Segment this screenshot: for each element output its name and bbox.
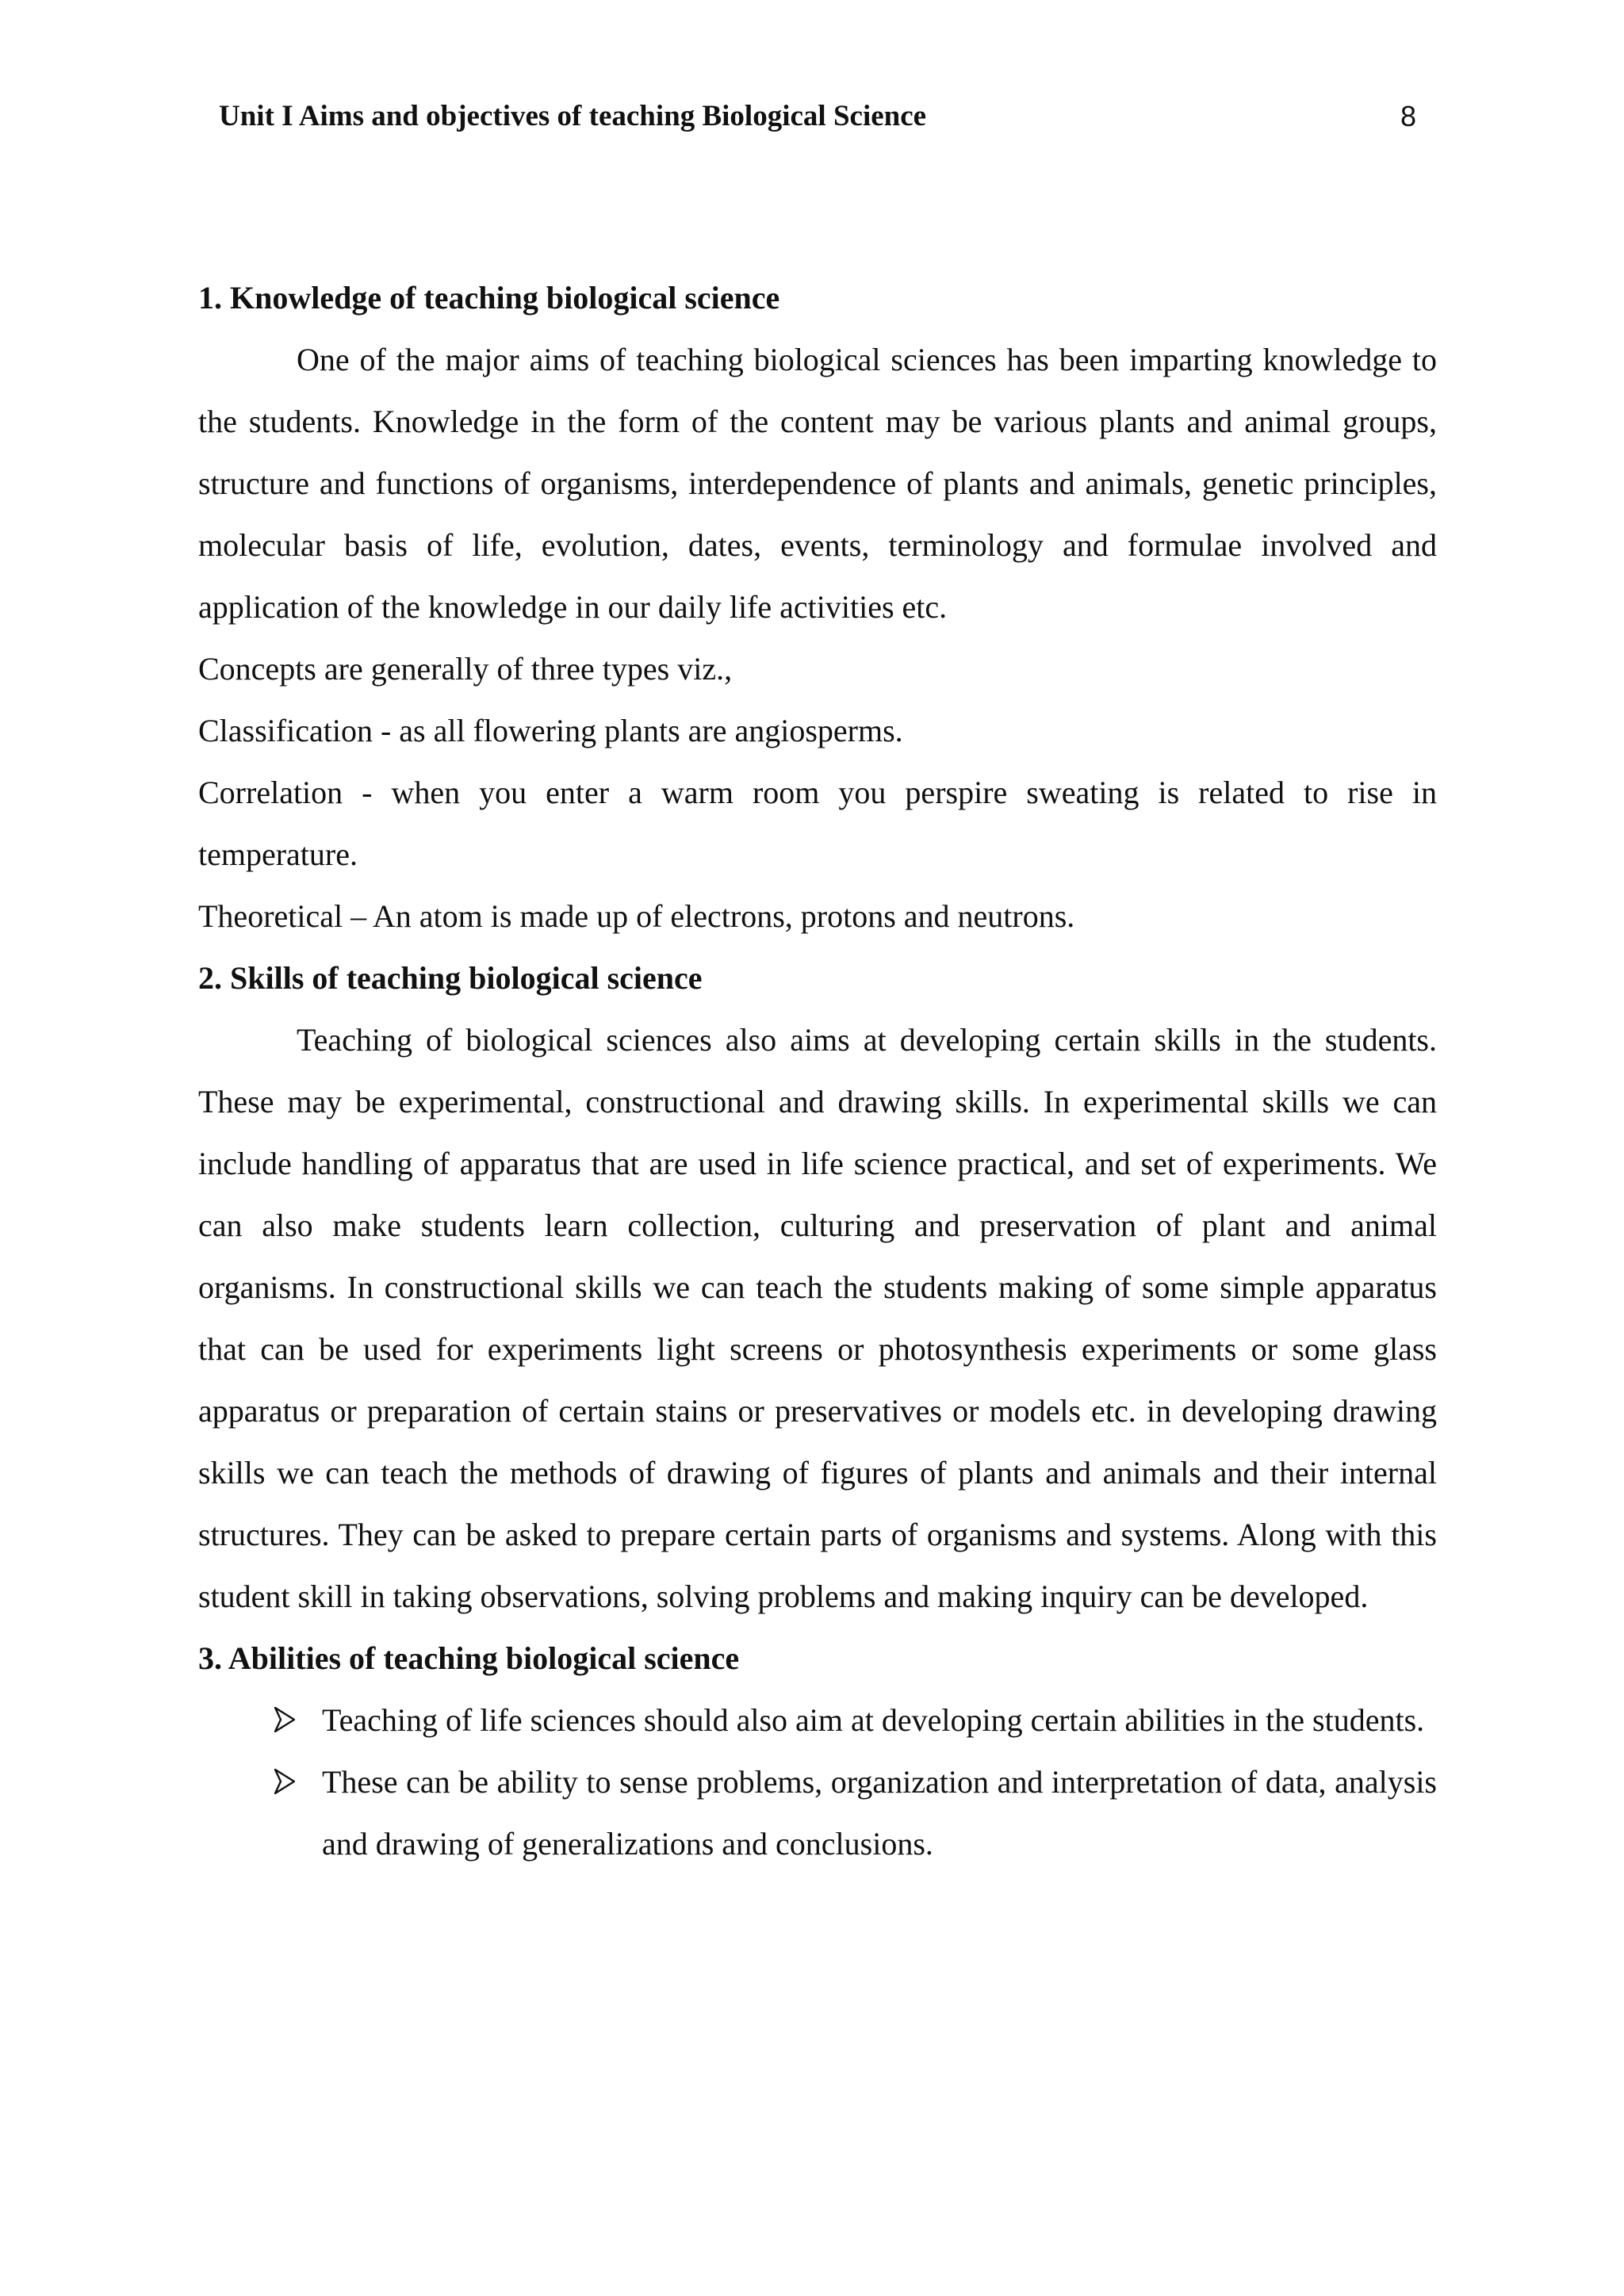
list-item-text: Teaching of life sciences should also aim at developing certain abilities in the students. [322,1702,1425,1738]
arrowhead-bullet-icon [274,1707,295,1732]
page-number: 8 [1400,100,1416,132]
document-body [198,267,1437,1875]
section-heading: 2. Skills of teaching biological science [198,960,703,996]
correlation-line: Correlation - when you enter a warm room you perspire sweating is related to rise in temperature. [198,775,1437,872]
section-abilities [198,1628,1437,1875]
theoretical-line: Theoretical – An atom is made up of electrons, protons and neutrons. [198,898,1075,934]
section-knowledge [198,267,1437,947]
knowledge-paragraph: One of the major aims of teaching biological sciences has been imparting knowledge to the students. Knowledge in the form of the content may be various plants and animal groups, structure and functions of organisms, interdependence of plants and animals, genetic principles, molecular basis of life, evolution, dates, events, terminology and formulae involved and application of the knowledge in our daily life activities etc. [198,342,1437,625]
running-header [219,97,1416,136]
section-heading: 3. Abilities of teaching biological science [198,1640,740,1676]
list-item-text: These can be ability to sense problems, organization and interpretation of data, analysis and drawing of generalizations and conclusions. [322,1764,1437,1862]
abilities-list [198,1689,1437,1875]
list-item [198,1689,1437,1751]
arrowhead-bullet-icon [274,1769,295,1794]
list-item [198,1751,1437,1875]
skills-paragraph: Teaching of biological sciences also aims at developing certain skills in the students. These may be experimental, constructional and drawing skills. In experimental skills we can include handling of apparatus that are used in life science practical, and set of experiments. We can also make students learn collection, culturing and preservation of plant and animal organisms. In constructional skills we can teach the students making of some simple apparatus that can be used for experiments light screens or photosynthesis experiments or some glass apparatus or preparation of certain stains or preservatives or models etc. in developing drawing skills we can teach the methods of drawing of figures of plants and animals and their internal structures. They can be asked to prepare certain parts of organisms and systems. Along with this student skill in taking observations, solving problems and making inquiry can be developed. [198,1022,1437,1614]
concepts-lead: Concepts are generally of three types viz., [198,651,733,687]
section-skills [198,947,1437,1628]
classification-line: Classification - as all flowering plants are angiosperms. [198,713,903,748]
header-title: Unit I Aims and objectives of teaching Biological Science [219,100,927,132]
section-heading: 1. Knowledge of teaching biological science [198,280,780,316]
